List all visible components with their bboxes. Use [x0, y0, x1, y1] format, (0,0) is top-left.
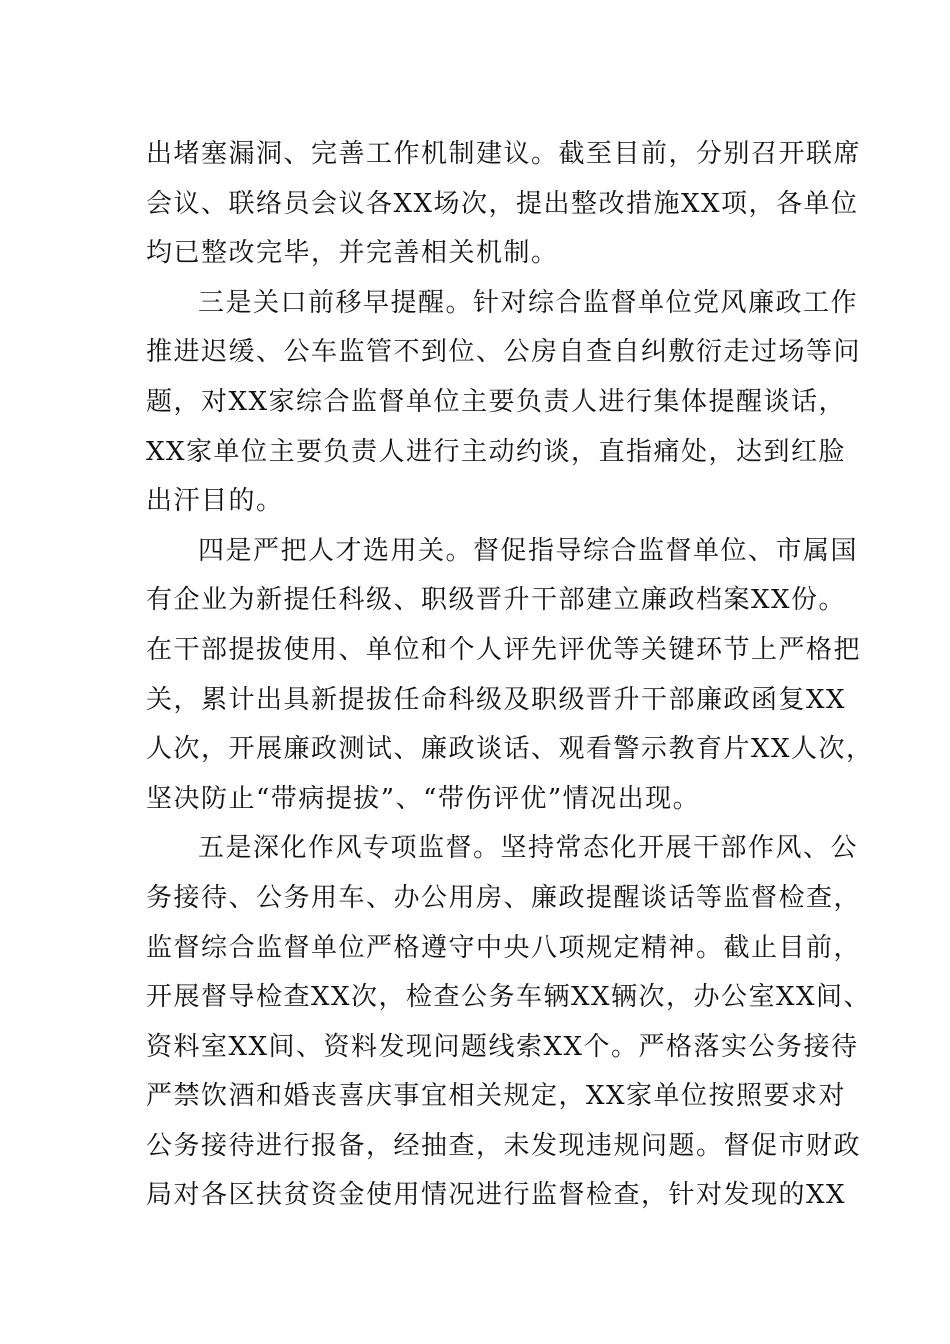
text-line: 开展督导检查XX次，检查公务车辆XX辆次，办公室XX间、 — [146, 982, 872, 1013]
body-text — [146, 130, 874, 1221]
text-line: 人次，开展廉政测试、廉政谈话、观看警示教育片XX人次， — [146, 734, 874, 765]
text-line: 资料室XX间、资料发现问题线索XX个。严格落实公务接待 — [146, 1031, 859, 1062]
text-line: XX家单位主要负责人进行主动约谈，直指痛处，达到红脸 — [146, 436, 847, 467]
paragraph-1 — [146, 130, 862, 279]
text-line: 三是关口前移早提醒。针对综合监督单位党风廉政工作 — [198, 287, 859, 318]
text-line: 会议、联络员会议各XX场次，提出整改措施XX项，各单位 — [146, 188, 859, 219]
text-line: 关，累计出具新提拔任命科级及职级晋升干部廉政函复XX — [146, 684, 847, 715]
text-line: 均已整改完毕，并完善相关机制。 — [146, 238, 559, 269]
text-line: 监督综合监督单位严格遵守中央八项规定精神。截止目前， — [146, 932, 862, 963]
text-line: 有企业为新提任科级、职级晋升干部建立廉政档案XX份。 — [146, 585, 847, 616]
text-line: 严禁饮酒和婚丧喜庆事宜相关规定，XX家单位按照要求对 — [146, 1081, 847, 1112]
text-line: 局对各区扶贫资金使用情况进行监督检查，针对发现的XX — [146, 1180, 847, 1211]
text-line: 公务接待进行报备，经抽查，未发现违规问题。督促市财政 — [146, 1130, 862, 1161]
text-line: 题，对XX家综合监督单位主要负责人进行集体提醒谈话， — [146, 386, 847, 417]
paragraph-3 — [146, 527, 874, 825]
text-line: 推进迟缓、公车监管不到位、公房自查自纠敷衍走过场等问 — [146, 337, 862, 368]
paragraph-2 — [146, 279, 862, 527]
paragraph-4 — [146, 824, 872, 1221]
text-line: 务接待、公务用车、办公用房、廉政提醒谈话等监督检查， — [146, 882, 862, 913]
text-line: 在干部提拔使用、单位和个人评先评优等关键环节上严格把 — [146, 634, 862, 665]
text-line: 五是深化作风专项监督。坚持常态化开展干部作风、公 — [198, 833, 859, 864]
text-line: 出堵塞漏洞、完善工作机制建议。截至目前，分别召开联席 — [146, 139, 862, 169]
text-line: 四是严把人才选用关。督促指导综合监督单位、市属国 — [198, 535, 859, 566]
text-line: 坚决防止“带病提拔”、“带伤评优”情况出现。 — [146, 783, 701, 814]
text-line: 出汗目的。 — [146, 486, 284, 517]
